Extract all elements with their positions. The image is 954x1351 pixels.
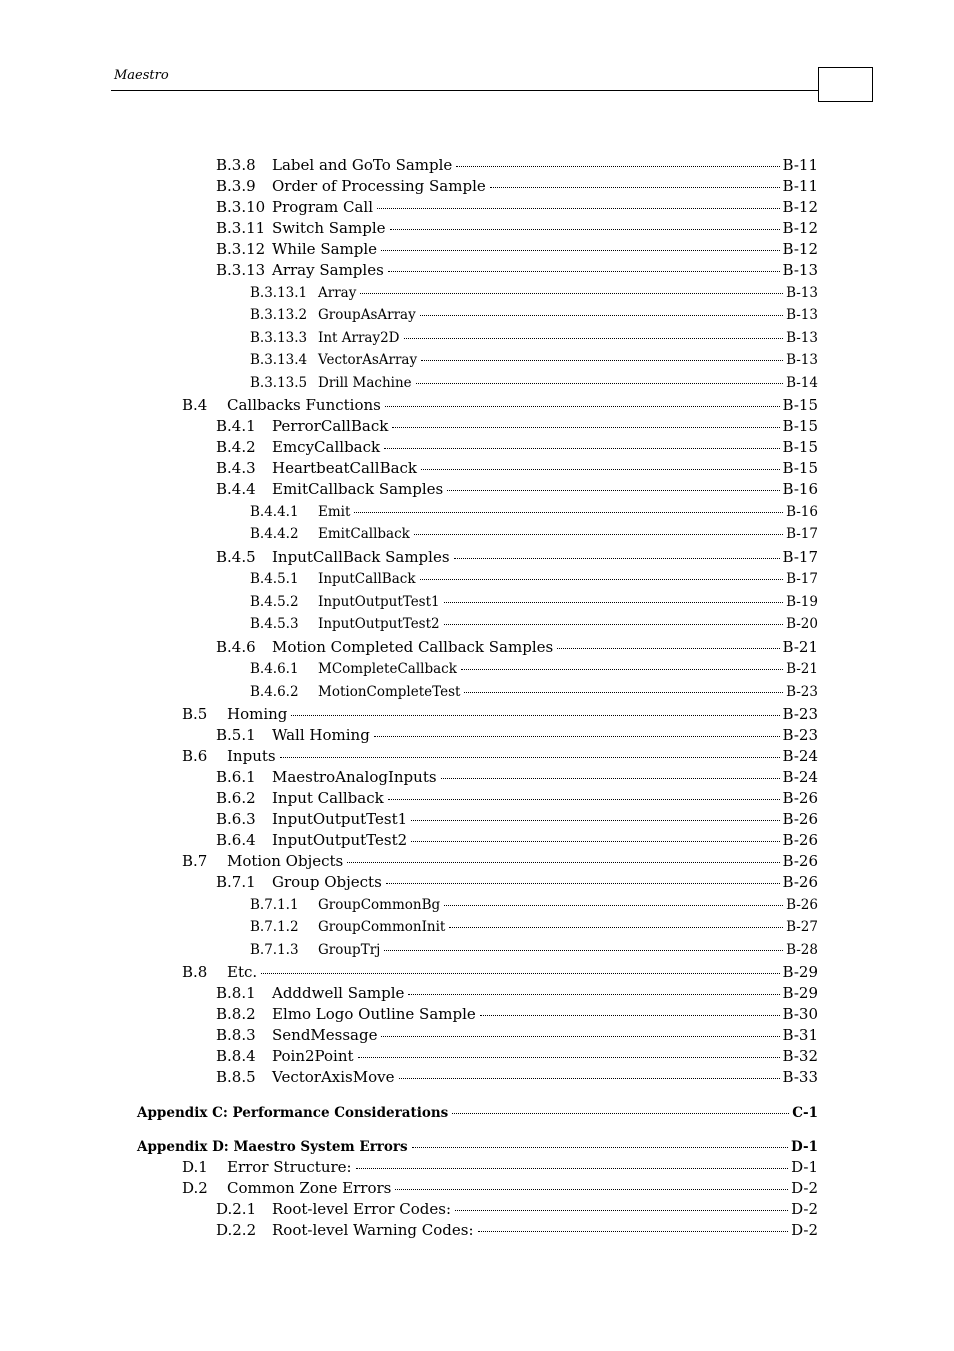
- toc-entry[interactable]: [216, 238, 818, 258]
- toc-entry[interactable]: [250, 591, 818, 611]
- toc-entry[interactable]: [250, 939, 818, 959]
- toc-entry[interactable]: [250, 613, 818, 633]
- toc-entry-title: GroupAsArray: [318, 306, 416, 323]
- toc-entry-number: B.4.1: [216, 417, 256, 435]
- toc-entry-number: B.4.5.3: [250, 615, 299, 632]
- toc-entry[interactable]: [250, 304, 818, 324]
- toc-entry-title: Elmo Logo Outline Sample: [272, 1005, 476, 1023]
- toc-entry-title: Order of Processing Sample: [272, 177, 486, 195]
- toc-entry[interactable]: [216, 808, 818, 828]
- toc-entry-page: B-12: [782, 198, 818, 216]
- dot-leader: [385, 391, 780, 407]
- toc-entry-title: Adddwell Sample: [272, 984, 405, 1002]
- dot-leader: [408, 979, 779, 995]
- dot-leader: [412, 1133, 788, 1148]
- dot-leader: [377, 193, 780, 209]
- toc-entry-number: B.8.4: [216, 1047, 256, 1065]
- toc-entry-page: B-17: [786, 525, 818, 542]
- toc-entry-page: B-29: [782, 963, 818, 981]
- toc-entry-number: B.6.2: [216, 789, 256, 807]
- toc-entry[interactable]: [250, 568, 818, 588]
- toc-entry-page: B-26: [786, 896, 818, 913]
- dot-leader: [404, 324, 784, 339]
- toc-entry-title: Emit: [318, 503, 351, 520]
- toc-entry-page: B-13: [786, 284, 818, 301]
- toc-entry-page: B-13: [786, 306, 818, 323]
- toc-entry-page: B-28: [786, 941, 818, 958]
- dot-leader: [411, 826, 779, 842]
- toc-entry-number: B.4.5.1: [250, 570, 299, 587]
- toc-entry-number: B.3.13: [216, 261, 266, 279]
- toc-entry[interactable]: [250, 282, 818, 302]
- toc-entry-page: B-16: [782, 480, 818, 498]
- toc-entry-number: B.4.6.1: [250, 660, 299, 677]
- toc-entry-number: B.8.3: [216, 1026, 256, 1044]
- toc-entry-number: B.8.5: [216, 1068, 256, 1086]
- toc-entry[interactable]: [216, 724, 818, 744]
- toc-entry-page: D-2: [791, 1200, 818, 1218]
- dot-leader: [360, 279, 783, 294]
- toc-entry-title: Callbacks Functions: [227, 396, 381, 414]
- dot-leader: [381, 235, 779, 251]
- toc-entry-number: B.4.5.2: [250, 593, 299, 610]
- toc-entry-page: B-15: [782, 396, 818, 414]
- dot-leader: [384, 936, 783, 951]
- toc-entry-title: EmitCallback Samples: [272, 480, 444, 498]
- toc-entry-page: B-24: [782, 768, 818, 786]
- toc-entry[interactable]: [250, 372, 818, 392]
- toc-entry-number: B.8: [182, 963, 208, 981]
- toc-entry-number: B.6.4: [216, 831, 256, 849]
- toc-entry[interactable]: [216, 436, 818, 456]
- toc-entry[interactable]: [216, 829, 818, 849]
- dot-leader: [291, 700, 779, 716]
- toc-entry-page: B-13: [786, 329, 818, 346]
- toc-entry[interactable]: [216, 871, 818, 891]
- toc-entry-number: D.1: [182, 1158, 208, 1176]
- toc-entry[interactable]: [182, 745, 818, 765]
- toc-entry-title: Drill Machine: [318, 374, 412, 391]
- toc-entry-title: GroupCommonInit: [318, 918, 446, 935]
- dot-leader: [395, 1174, 788, 1190]
- toc-entry-page: B-12: [782, 240, 818, 258]
- toc-entry-number: B.6: [182, 747, 208, 765]
- toc-entry-number: B.3.13.3: [250, 329, 308, 346]
- toc-entry-title: Int Array2D: [318, 329, 400, 346]
- toc-entry[interactable]: [216, 1045, 818, 1065]
- toc-entry-title: Array Samples: [272, 261, 384, 279]
- toc-entry-number: B.6.3: [216, 810, 256, 828]
- toc-entry-number: B.3.13.1: [250, 284, 308, 301]
- dot-leader: [354, 498, 783, 513]
- dot-leader: [454, 543, 780, 559]
- toc-entry-page: D-1: [791, 1138, 818, 1155]
- toc-entry-page: B-12: [782, 219, 818, 237]
- toc-entry-number: B.3.11: [216, 219, 266, 237]
- dot-leader: [490, 172, 780, 188]
- toc-entry[interactable]: [216, 259, 818, 279]
- toc-entry[interactable]: [250, 894, 818, 914]
- toc-entry-page: B-29: [782, 984, 818, 1002]
- toc-entry[interactable]: [182, 961, 818, 981]
- toc-entry-title: While Sample: [272, 240, 378, 258]
- toc-entry-page: B-26: [782, 852, 818, 870]
- toc-entry[interactable]: [250, 916, 818, 936]
- toc-entry-number: B.3.13.4: [250, 351, 308, 368]
- toc-entry-number: B.7: [182, 852, 208, 870]
- toc-entry[interactable]: [216, 1219, 818, 1239]
- toc-entry-title: Homing: [227, 705, 288, 723]
- dot-leader: [452, 1099, 789, 1114]
- toc-entry-number: B.4: [182, 396, 208, 414]
- toc-entry-number: B.6.1: [216, 768, 256, 786]
- toc-entry[interactable]: [216, 415, 818, 435]
- toc-entry-number: B.7.1.2: [250, 918, 299, 935]
- toc-entry-title: Error Structure:: [227, 1158, 352, 1176]
- toc-entry-page: B-16: [786, 503, 818, 520]
- toc-entry-number: B.3.12: [216, 240, 266, 258]
- toc-entry-number: B.4.4.2: [250, 525, 299, 542]
- toc-entry-page: D-1: [791, 1158, 818, 1176]
- toc-entry-page: B-23: [786, 683, 818, 700]
- dot-leader: [416, 369, 783, 384]
- toc-entry-page: D-2: [791, 1179, 818, 1197]
- toc-entry-page: B-21: [786, 660, 818, 677]
- toc-entry-number: B.7.1.3: [250, 941, 299, 958]
- toc-entry-title: MotionCompleteTest: [318, 683, 461, 700]
- toc-entry-title: InputOutputTest1: [272, 810, 408, 828]
- toc-entry-title: Input Callback: [272, 789, 384, 807]
- toc-entry[interactable]: [216, 787, 818, 807]
- toc-entry-title: SendMessage: [272, 1026, 378, 1044]
- toc-entry-number: B.7.1: [216, 873, 256, 891]
- dot-leader: [444, 891, 783, 906]
- toc-entry-page: B-15: [782, 417, 818, 435]
- toc-entry-number: B.8.1: [216, 984, 256, 1002]
- toc-entry-number: B.3.8: [216, 156, 256, 174]
- toc-entry[interactable]: [216, 1003, 818, 1023]
- toc-entry-page: B-26: [782, 789, 818, 807]
- toc-appendix-entry[interactable]: [137, 1102, 818, 1122]
- toc-entry-title: MCompleteCallback: [318, 660, 457, 677]
- toc-entry-page: B-19: [786, 593, 818, 610]
- toc-entry-title: VectorAxisMove: [272, 1068, 395, 1086]
- toc-entry[interactable]: [216, 457, 818, 477]
- toc-entry-title: Etc.: [227, 963, 258, 981]
- toc-entry[interactable]: [216, 175, 818, 195]
- toc-entry-page: B-13: [782, 261, 818, 279]
- toc-entry-title: GroupCommonBg: [318, 896, 441, 913]
- dot-leader: [392, 412, 779, 428]
- toc-entry-title: InputOutputTest1: [318, 593, 440, 610]
- dot-leader: [449, 913, 783, 928]
- toc-entry-page: B-23: [782, 726, 818, 744]
- dot-leader: [388, 784, 780, 800]
- dot-leader: [461, 655, 783, 670]
- toc-entry[interactable]: [216, 982, 818, 1002]
- dot-leader: [411, 805, 779, 821]
- toc-entry-number: B.4.6.2: [250, 683, 299, 700]
- toc-entry-title: Motion Objects: [227, 852, 344, 870]
- dot-leader: [420, 565, 784, 580]
- toc-entry-number: B.7.1.1: [250, 896, 299, 913]
- toc-entry-page: B-17: [782, 548, 818, 566]
- toc-entry-title: GroupTrj: [318, 941, 381, 958]
- dot-leader: [399, 1063, 780, 1079]
- toc-entry[interactable]: [250, 349, 818, 369]
- toc-entry-number: B.4.4: [216, 480, 256, 498]
- toc-entry-number: B.3.13.5: [250, 374, 308, 391]
- toc-entry-number: D.2.2: [216, 1221, 257, 1239]
- toc-entry-page: B-11: [782, 177, 818, 195]
- toc-entry-title: HeartbeatCallBack: [272, 459, 418, 477]
- toc-entry-title: Label and GoTo Sample: [272, 156, 453, 174]
- toc-entry[interactable]: [216, 1198, 818, 1218]
- dot-leader: [414, 520, 783, 535]
- toc-entry-title: MaestroAnalogInputs: [272, 768, 437, 786]
- dot-leader: [557, 633, 779, 649]
- toc-entry-number: B.4.2: [216, 438, 256, 456]
- toc-entry[interactable]: [250, 501, 818, 521]
- toc-entry-page: B-31: [782, 1026, 818, 1044]
- dot-leader: [390, 214, 780, 230]
- toc-entry[interactable]: [216, 154, 818, 174]
- toc-entry-title: PerrorCallBack: [272, 417, 389, 435]
- toc-entry[interactable]: [216, 478, 818, 498]
- toc-entry-number: D.2.1: [216, 1200, 257, 1218]
- running-header-title: Maestro: [114, 68, 169, 83]
- toc-entry[interactable]: [216, 1024, 818, 1044]
- dot-leader: [280, 742, 780, 758]
- toc-entry[interactable]: [182, 394, 818, 414]
- toc-entry-page: B-15: [782, 459, 818, 477]
- dot-leader: [420, 301, 783, 316]
- toc-entry-number: B.4.5: [216, 548, 256, 566]
- toc-entry[interactable]: [182, 703, 818, 723]
- toc-entry-page: B-21: [782, 638, 818, 656]
- toc-entry-title: Root-level Error Codes:: [272, 1200, 452, 1218]
- toc-entry-page: B-26: [782, 831, 818, 849]
- dot-leader: [421, 346, 783, 361]
- toc-entry-title: Motion Completed Callback Samples: [272, 638, 554, 656]
- toc-entry[interactable]: [216, 636, 818, 656]
- toc-entry-number: B.4.4.1: [250, 503, 299, 520]
- toc-entry-title: Common Zone Errors: [227, 1179, 392, 1197]
- dot-leader: [384, 433, 779, 449]
- dot-leader: [444, 610, 783, 625]
- toc-entry[interactable]: [182, 1156, 818, 1176]
- toc-entry-title: EmitCallback: [318, 525, 410, 542]
- toc-entry-title: Array: [318, 284, 357, 301]
- toc-entry[interactable]: [250, 658, 818, 678]
- dot-leader: [447, 475, 779, 491]
- toc-entry-page: B-26: [782, 873, 818, 891]
- toc-entry[interactable]: [182, 850, 818, 870]
- toc-entry-number: B.3.13.2: [250, 306, 308, 323]
- toc-entry-page: B-20: [786, 615, 818, 632]
- toc-entry-page: B-17: [786, 570, 818, 587]
- toc-entry-title: Inputs: [227, 747, 276, 765]
- dot-leader: [444, 588, 783, 603]
- toc-entry[interactable]: [182, 1177, 818, 1197]
- toc-entry[interactable]: [250, 681, 818, 701]
- dot-leader: [455, 1195, 788, 1211]
- toc-entry-page: B-26: [782, 810, 818, 828]
- toc-entry[interactable]: [216, 1066, 818, 1086]
- toc-entry-title: InputOutputTest2: [272, 831, 408, 849]
- toc-entry-title: Switch Sample: [272, 219, 386, 237]
- toc-entry[interactable]: [216, 217, 818, 237]
- toc-entry-title: Appendix C: Performance Considerations: [137, 1104, 449, 1121]
- toc-entry-page: B-14: [786, 374, 818, 391]
- toc-entry-title: InputCallBack Samples: [272, 548, 450, 566]
- dot-leader: [480, 1000, 780, 1016]
- toc-entry-title: InputCallBack: [318, 570, 416, 587]
- toc-entry-page: B-33: [782, 1068, 818, 1086]
- dot-leader: [374, 721, 780, 737]
- toc-entry-page: D-2: [791, 1221, 818, 1239]
- dot-leader: [347, 847, 779, 863]
- toc-entry-page: B-11: [782, 156, 818, 174]
- toc-entry-page: B-32: [782, 1047, 818, 1065]
- toc-entry-page: B-15: [782, 438, 818, 456]
- toc-entry-number: B.8.2: [216, 1005, 256, 1023]
- toc-entry-page: B-27: [786, 918, 818, 935]
- toc-entry[interactable]: [216, 196, 818, 216]
- toc-entry[interactable]: [250, 327, 818, 347]
- toc-entry-title: VectorAsArray: [318, 351, 418, 368]
- toc-entry[interactable]: [250, 523, 818, 543]
- toc-entry-title: Wall Homing: [272, 726, 370, 744]
- toc-entry[interactable]: [216, 546, 818, 566]
- toc-entry-page: B-24: [782, 747, 818, 765]
- toc-entry-title: Root-level Warning Codes:: [272, 1221, 474, 1239]
- toc-entry-number: B.3.9: [216, 177, 256, 195]
- toc-entry-page: B-23: [782, 705, 818, 723]
- dot-leader: [421, 454, 780, 470]
- toc-entry-number: B.5.1: [216, 726, 256, 744]
- toc-entry-number: B.4.6: [216, 638, 256, 656]
- toc-entry-number: B.3.10: [216, 198, 266, 216]
- toc-entry-title: Appendix D: Maestro System Errors: [137, 1138, 408, 1155]
- dot-leader: [388, 256, 780, 272]
- dot-leader: [358, 1042, 780, 1058]
- dot-leader: [381, 1021, 779, 1037]
- toc-entry-title: Program Call: [272, 198, 374, 216]
- dot-leader: [386, 868, 780, 884]
- toc-entry-number: B.4.3: [216, 459, 256, 477]
- toc-entry[interactable]: [216, 766, 818, 786]
- dot-leader: [441, 763, 780, 779]
- toc-entry-title: EmcyCallback: [272, 438, 381, 456]
- toc-entry-page: B-13: [786, 351, 818, 368]
- toc-entry-title: Group Objects: [272, 873, 382, 891]
- toc-entry-number: D.2: [182, 1179, 208, 1197]
- toc-entry-title: InputOutputTest2: [318, 615, 440, 632]
- dot-leader: [356, 1153, 788, 1169]
- toc-entry-page: C-1: [792, 1104, 818, 1121]
- toc-entry-page: B-30: [782, 1005, 818, 1023]
- toc-entry-title: Poin2Point: [272, 1047, 354, 1065]
- dot-leader: [464, 678, 783, 693]
- dot-leader: [478, 1216, 789, 1232]
- dot-leader: [261, 958, 779, 974]
- toc-entry-number: B.5: [182, 705, 208, 723]
- dot-leader: [456, 151, 779, 167]
